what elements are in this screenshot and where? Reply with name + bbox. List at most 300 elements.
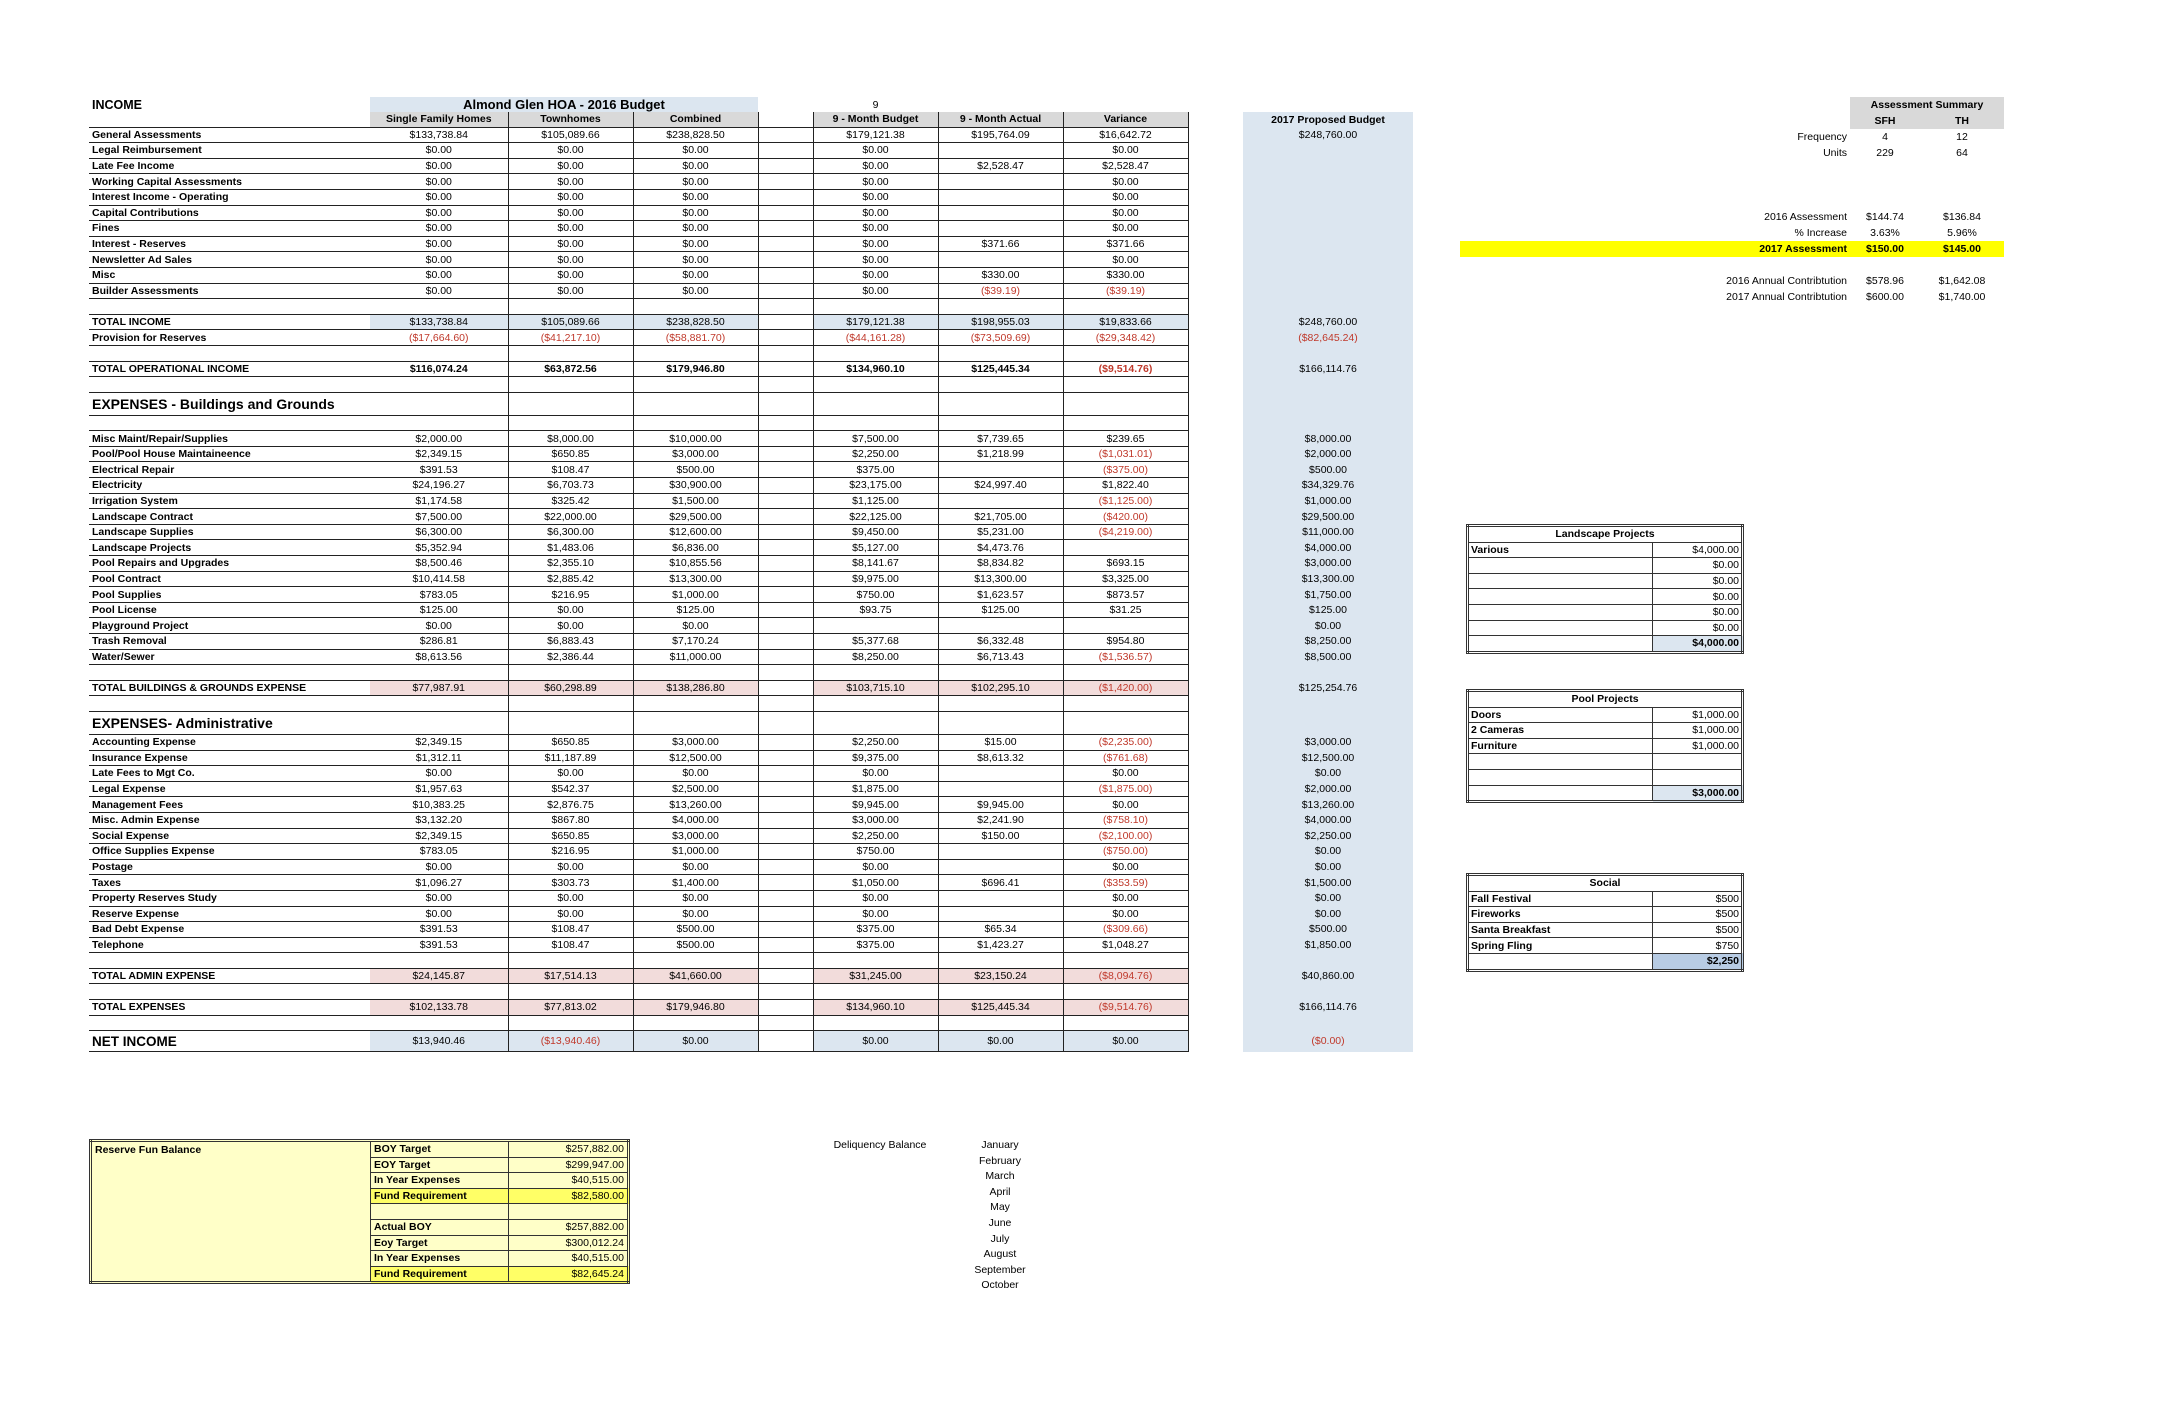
- blank-row: [89, 696, 1413, 712]
- cell-proposed: $0.00: [1243, 844, 1413, 860]
- cell-var: $1,822.40: [1063, 478, 1188, 494]
- cell-proposed: $1,750.00: [1243, 587, 1413, 603]
- cell-var: $873.57: [1063, 587, 1188, 603]
- gap-cell: [758, 205, 813, 221]
- cell-comb: $125.00: [633, 602, 758, 618]
- gap-cell: [1188, 299, 1243, 315]
- section-label: EXPENSES - Buildings and Grounds: [89, 392, 370, 415]
- row-label: Interest - Reserves: [89, 236, 370, 252]
- cell-a9: ($39.19): [938, 283, 1063, 299]
- row-label: Insurance Expense: [89, 750, 370, 766]
- gap-cell: [1188, 283, 1243, 299]
- cell-th: $0.00: [508, 618, 633, 634]
- reserve-value: $257,882.00: [509, 1219, 629, 1235]
- cell-comb: $29,500.00: [633, 509, 758, 525]
- cell-a9: $5,231.00: [938, 524, 1063, 540]
- gap-cell: [1188, 189, 1243, 205]
- assessment-2016-th: $136.84: [1943, 211, 1981, 223]
- reserve-row: [91, 1141, 629, 1158]
- cell-proposed: $8,000.00: [1243, 431, 1413, 447]
- gap-cell: [1188, 984, 1243, 1000]
- box-total: $3,000.00: [1653, 785, 1743, 802]
- cell-proposed: $12,500.00: [1243, 750, 1413, 766]
- cell-a9: [938, 859, 1063, 875]
- cell-proposed: $248,760.00: [1243, 127, 1413, 143]
- gap-cell: [758, 314, 813, 330]
- cell-b9: $5,127.00: [813, 540, 938, 556]
- blank-cell: [370, 1015, 508, 1031]
- cell-proposed: $1,500.00: [1243, 875, 1413, 891]
- cell-proposed: $2,250.00: [1243, 828, 1413, 844]
- cell-proposed: [1243, 283, 1413, 299]
- month-item: October: [981, 1279, 1019, 1292]
- expense-row: [89, 890, 1413, 906]
- item-label: 2 Cameras: [1468, 723, 1653, 739]
- blank-cell: [370, 984, 508, 1000]
- cell-b9: $0.00: [813, 174, 938, 190]
- gap-cell: [1188, 158, 1243, 174]
- blank-cell: [633, 711, 758, 734]
- row-label: Legal Expense: [89, 781, 370, 797]
- cell-th: $867.80: [508, 812, 633, 828]
- blank-cell: [633, 392, 758, 415]
- item-value: [1653, 769, 1743, 785]
- cell-proposed: $34,329.76: [1243, 478, 1413, 494]
- item-value: [1653, 754, 1743, 770]
- row-label: Pool License: [89, 602, 370, 618]
- cell-var: ($1,031.01): [1063, 446, 1188, 462]
- assessment-2017-label: 2017 Assessment: [1660, 241, 1850, 257]
- month-item: March: [985, 1170, 1015, 1183]
- gap-cell: [1188, 587, 1243, 603]
- gap-cell: [1188, 890, 1243, 906]
- cell-var: ($309.66): [1063, 922, 1188, 938]
- cell-b9: $375.00: [813, 937, 938, 953]
- assessment-title: Assessment Summary: [1850, 97, 2004, 113]
- blank-cell: [938, 984, 1063, 1000]
- cell-proposed: $11,000.00: [1243, 524, 1413, 540]
- item-value: $0.00: [1653, 604, 1743, 620]
- cell-a9: $6,713.43: [938, 649, 1063, 665]
- cell-proposed: $40,860.00: [1243, 968, 1413, 984]
- reserve-key: Eoy Target: [371, 1235, 509, 1251]
- cell-th: $325.42: [508, 493, 633, 509]
- gap-cell: [1188, 797, 1243, 813]
- row-label: Management Fees: [89, 797, 370, 813]
- blank-cell: [633, 984, 758, 1000]
- reserve-row: [91, 1266, 629, 1283]
- cell-a9: $195,764.09: [938, 127, 1063, 143]
- gap-cell: [758, 462, 813, 478]
- cell-a9: [938, 189, 1063, 205]
- expense-row: [89, 462, 1413, 478]
- blank-cell: [91, 1251, 371, 1267]
- cell-b9: $5,377.68: [813, 634, 938, 650]
- cell-sfh: $2,349.15: [370, 446, 508, 462]
- gap-cell: [758, 984, 813, 1000]
- blank-row: [89, 953, 1413, 969]
- cell-var: $693.15: [1063, 556, 1188, 572]
- blank-cell: [508, 696, 633, 712]
- cell-proposed: $0.00: [1243, 766, 1413, 782]
- blank-cell: [813, 377, 938, 393]
- assessment-summary: [1460, 97, 2004, 305]
- blank-cell: [89, 415, 370, 431]
- blank-cell: [1243, 392, 1413, 415]
- expense-row: [89, 587, 1413, 603]
- gap-cell: [758, 540, 813, 556]
- cell-comb: $0.00: [633, 143, 758, 159]
- item-value: $0.00: [1653, 573, 1743, 589]
- expense-row: [89, 812, 1413, 828]
- row-label: Landscape Supplies: [89, 524, 370, 540]
- blank-cell: [813, 696, 938, 712]
- item-value: $500: [1653, 922, 1743, 938]
- gap-cell: [1188, 812, 1243, 828]
- cell-a9: [938, 143, 1063, 159]
- blank-row: [89, 665, 1413, 681]
- item-label: [1468, 604, 1653, 620]
- income-row: [89, 267, 1413, 283]
- blank-cell: [89, 377, 370, 393]
- gap-cell: [1188, 680, 1243, 696]
- reserve-key: Fund Requirement: [371, 1188, 509, 1204]
- cell-th: ($13,940.46): [508, 1031, 633, 1052]
- cell-sfh: $1,096.27: [370, 875, 508, 891]
- social-box: [1466, 873, 1744, 972]
- cell-th: $542.37: [508, 781, 633, 797]
- total-income-row: [89, 314, 1413, 330]
- gap-cell: [1188, 446, 1243, 462]
- item-label: Fireworks: [1468, 907, 1653, 923]
- blank-cell: [508, 377, 633, 393]
- row-label: Postage: [89, 859, 370, 875]
- cell-comb: $3,000.00: [633, 446, 758, 462]
- cell-sfh: $0.00: [370, 221, 508, 237]
- cell-proposed: [1243, 252, 1413, 268]
- expense-row: [89, 634, 1413, 650]
- reserve-row: [91, 1157, 629, 1173]
- blank-row: [89, 299, 1413, 315]
- cell-a9: $1,623.57: [938, 587, 1063, 603]
- month-item: June: [988, 1216, 1012, 1229]
- gap-cell: [758, 571, 813, 587]
- item-label: [1468, 754, 1653, 770]
- row-label: Water/Sewer: [89, 649, 370, 665]
- total-admin-row: [89, 968, 1413, 984]
- assessment-col-sfh: SFH: [1850, 113, 1920, 129]
- cell-th: $0.00: [508, 766, 633, 782]
- reserve-row: [91, 1173, 629, 1189]
- gap-cell: [1188, 236, 1243, 252]
- blank-cell: [813, 392, 938, 415]
- row-label: Misc Maint/Repair/Supplies: [89, 431, 370, 447]
- row-label: Fines: [89, 221, 370, 237]
- cell-var: [1063, 618, 1188, 634]
- cell-b9: $1,875.00: [813, 781, 938, 797]
- gap-cell: [1188, 922, 1243, 938]
- units-label: Units: [1823, 147, 1847, 159]
- cell-comb: $12,600.00: [633, 524, 758, 540]
- blank-cell: [1063, 392, 1188, 415]
- row-label: TOTAL ADMIN EXPENSE: [89, 968, 370, 984]
- gap-cell: [758, 283, 813, 299]
- header-blank: [89, 112, 370, 127]
- expense-row: [89, 493, 1413, 509]
- gap-cell: [1188, 415, 1243, 431]
- cell-var: ($4,219.00): [1063, 524, 1188, 540]
- cell-var: $3,325.00: [1063, 571, 1188, 587]
- reserve-key: In Year Expenses: [371, 1251, 509, 1267]
- cell-th: $108.47: [508, 922, 633, 938]
- cell-comb: $0.00: [633, 283, 758, 299]
- cell-comb: $500.00: [633, 462, 758, 478]
- cell-a9: $4,473.76: [938, 540, 1063, 556]
- cell-var: $0.00: [1063, 143, 1188, 159]
- cell-sfh: $8,500.46: [370, 556, 508, 572]
- contribution-2016-th: $1,642.08: [1938, 275, 1986, 287]
- cell-var: $371.66: [1063, 236, 1188, 252]
- cell-sfh: $1,312.11: [370, 750, 508, 766]
- cell-a9: $13,300.00: [938, 571, 1063, 587]
- row-label: Playground Project: [89, 618, 370, 634]
- cell-b9: [813, 618, 938, 634]
- cell-b9: $179,121.38: [813, 127, 938, 143]
- col-header-th: Townhomes: [508, 112, 633, 127]
- gap-cell: [758, 812, 813, 828]
- gap-cell: [1188, 618, 1243, 634]
- cell-var: ($353.59): [1063, 875, 1188, 891]
- cell-b9: $0.00: [813, 236, 938, 252]
- box-title: Pool Projects: [1468, 691, 1743, 708]
- cell-a9: [938, 844, 1063, 860]
- blank-cell: [813, 1015, 938, 1031]
- box-total: $4,000.00: [1653, 636, 1743, 653]
- gap-cell: [758, 922, 813, 938]
- cell-th: $650.85: [508, 734, 633, 750]
- gap-cell: [1188, 937, 1243, 953]
- gap-cell: [1188, 478, 1243, 494]
- gap-cell: [1188, 875, 1243, 891]
- cell-a9: $24,997.40: [938, 478, 1063, 494]
- cell-sfh: $0.00: [370, 618, 508, 634]
- blank-cell: [508, 1015, 633, 1031]
- cell-comb: $1,000.00: [633, 844, 758, 860]
- cell-var: ($758.10): [1063, 812, 1188, 828]
- section-label: EXPENSES- Administrative: [89, 711, 370, 734]
- cell-th: $0.00: [508, 221, 633, 237]
- gap-cell: [1188, 361, 1243, 377]
- cell-comb: $0.00: [633, 189, 758, 205]
- item-label: Various: [1468, 542, 1653, 558]
- cell-a9: $23,150.24: [938, 968, 1063, 984]
- assessment-2016-sfh: $144.74: [1866, 211, 1904, 223]
- blank-cell: [508, 392, 633, 415]
- header-row: [89, 112, 1413, 127]
- blank-cell: [370, 377, 508, 393]
- blank-cell: [938, 299, 1063, 315]
- cell-a9: ($73,509.69): [938, 330, 1063, 346]
- reserve-key: Fund Requirement: [371, 1266, 509, 1283]
- gap-cell: [758, 524, 813, 540]
- cell-sfh: $0.00: [370, 283, 508, 299]
- contribution-2017-label: 2017 Annual Contribtution: [1726, 291, 1847, 303]
- cell-th: $1,483.06: [508, 540, 633, 556]
- blank-cell: [938, 665, 1063, 681]
- cell-sfh: $2,000.00: [370, 431, 508, 447]
- landscape-projects-box: [1466, 524, 1744, 654]
- month-item: September: [974, 1263, 1026, 1276]
- blank-cell: [1243, 415, 1413, 431]
- gap-cell: [758, 392, 813, 415]
- gap-cell: [1188, 766, 1243, 782]
- gap-cell: [1188, 571, 1243, 587]
- blank-cell: [813, 953, 938, 969]
- cell-sfh: $5,352.94: [370, 540, 508, 556]
- reserve-value: $299,947.00: [509, 1157, 629, 1173]
- expense-row: [89, 875, 1413, 891]
- cell-a9: [938, 890, 1063, 906]
- contribution-2016-label: 2016 Annual Contribtution: [1726, 275, 1847, 287]
- cell-proposed: [1243, 221, 1413, 237]
- cell-b9: $750.00: [813, 587, 938, 603]
- contribution-2017-th: $1,740.00: [1938, 291, 1986, 303]
- cell-sfh: $1,957.63: [370, 781, 508, 797]
- cell-b9: $8,250.00: [813, 649, 938, 665]
- cell-a9: [938, 174, 1063, 190]
- cell-sfh: $13,940.46: [370, 1031, 508, 1052]
- cell-a9: $1,218.99: [938, 446, 1063, 462]
- reserve-value: $40,515.00: [509, 1251, 629, 1267]
- cell-th: $108.47: [508, 937, 633, 953]
- delinquency-balance-label: Deliquency Balance: [833, 1139, 927, 1151]
- list-item: [1468, 922, 1743, 938]
- blank-cell: [1243, 377, 1413, 393]
- section-buildings-grounds: [89, 392, 1413, 415]
- cell-comb: $0.00: [633, 890, 758, 906]
- reserve-value: [509, 1204, 629, 1220]
- month-item: May: [990, 1201, 1010, 1214]
- blank-cell: [1063, 953, 1188, 969]
- income-row: [89, 143, 1413, 159]
- assessment-2016-label: 2016 Assessment: [1764, 211, 1847, 223]
- row-label: Newsletter Ad Sales: [89, 252, 370, 268]
- cell-b9: $8,141.67: [813, 556, 938, 572]
- gap-cell: [758, 797, 813, 813]
- cell-proposed: $248,760.00: [1243, 314, 1413, 330]
- cell-th: ($41,217.10): [508, 330, 633, 346]
- cell-b9: $9,375.00: [813, 750, 938, 766]
- gap-cell: [1188, 750, 1243, 766]
- cell-proposed: $1,000.00: [1243, 493, 1413, 509]
- blank-cell: [938, 696, 1063, 712]
- blank-cell: [508, 984, 633, 1000]
- cell-comb: $12,500.00: [633, 750, 758, 766]
- cell-comb: $13,300.00: [633, 571, 758, 587]
- blank-cell: [1468, 636, 1653, 653]
- cell-sfh: $0.00: [370, 189, 508, 205]
- cell-proposed: $2,000.00: [1243, 781, 1413, 797]
- cell-comb: $179,946.80: [633, 1000, 758, 1016]
- month-number: 9: [872, 98, 879, 111]
- cell-proposed: $125,254.76: [1243, 680, 1413, 696]
- cell-b9: $0.00: [813, 1031, 938, 1052]
- gap-cell: [1188, 1000, 1243, 1016]
- cell-sfh: $783.05: [370, 587, 508, 603]
- blank-cell: [1063, 665, 1188, 681]
- increase-label: % Increase: [1794, 227, 1847, 239]
- cell-var: $31.25: [1063, 602, 1188, 618]
- row-label: TOTAL BUILDINGS & GROUNDS EXPENSE: [89, 680, 370, 696]
- blank-cell: [1063, 345, 1188, 361]
- cell-a9: $102,295.10: [938, 680, 1063, 696]
- reserve-row: [91, 1188, 629, 1204]
- item-label: [1468, 589, 1653, 605]
- income-row: [89, 236, 1413, 252]
- row-label: Electrical Repair: [89, 462, 370, 478]
- cell-var: $0.00: [1063, 252, 1188, 268]
- cell-sfh: $10,414.58: [370, 571, 508, 587]
- box-title: Landscape Projects: [1468, 526, 1743, 543]
- list-item: [1468, 620, 1743, 636]
- cell-a9: $65.34: [938, 922, 1063, 938]
- cell-var: $239.65: [1063, 431, 1188, 447]
- gap-cell: [758, 236, 813, 252]
- item-value: $1,000.00: [1653, 723, 1743, 739]
- cell-th: $2,885.42: [508, 571, 633, 587]
- gap-cell: [1188, 711, 1243, 734]
- cell-var: ($1,125.00): [1063, 493, 1188, 509]
- cell-sfh: $125.00: [370, 602, 508, 618]
- cell-var: ($9,514.76): [1063, 361, 1188, 377]
- cell-th: $2,355.10: [508, 556, 633, 572]
- blank-cell: [89, 299, 370, 315]
- gap-cell: [1188, 953, 1243, 969]
- list-item: [1468, 738, 1743, 754]
- pool-projects-box: [1466, 689, 1744, 803]
- cell-th: $0.00: [508, 189, 633, 205]
- reserve-row: [91, 1219, 629, 1235]
- cell-sfh: $0.00: [370, 174, 508, 190]
- blank-cell: [370, 415, 508, 431]
- expense-row: [89, 618, 1413, 634]
- cell-th: $0.00: [508, 859, 633, 875]
- gap-cell: [1188, 540, 1243, 556]
- row-label: Pool/Pool House Maintaineence: [89, 446, 370, 462]
- gap-cell: [758, 750, 813, 766]
- cell-th: $216.95: [508, 844, 633, 860]
- cell-proposed: $125.00: [1243, 602, 1413, 618]
- blank-cell: [813, 345, 938, 361]
- cell-comb: $7,170.24: [633, 634, 758, 650]
- net-income-row: [89, 1031, 1413, 1052]
- cell-proposed: $0.00: [1243, 859, 1413, 875]
- cell-b9: $0.00: [813, 205, 938, 221]
- item-label: Furniture: [1468, 738, 1653, 754]
- blank-cell: [89, 665, 370, 681]
- cell-proposed: [1243, 189, 1413, 205]
- cell-a9: $21,705.00: [938, 509, 1063, 525]
- blank-cell: [508, 665, 633, 681]
- cell-var: $0.00: [1063, 797, 1188, 813]
- reserve-fund-balance: [89, 1139, 630, 1284]
- cell-sfh: $0.00: [370, 158, 508, 174]
- cell-th: $0.00: [508, 174, 633, 190]
- gap-cell: [758, 493, 813, 509]
- cell-var: ($1,536.57): [1063, 649, 1188, 665]
- gap-cell: [758, 415, 813, 431]
- cell-comb: $500.00: [633, 937, 758, 953]
